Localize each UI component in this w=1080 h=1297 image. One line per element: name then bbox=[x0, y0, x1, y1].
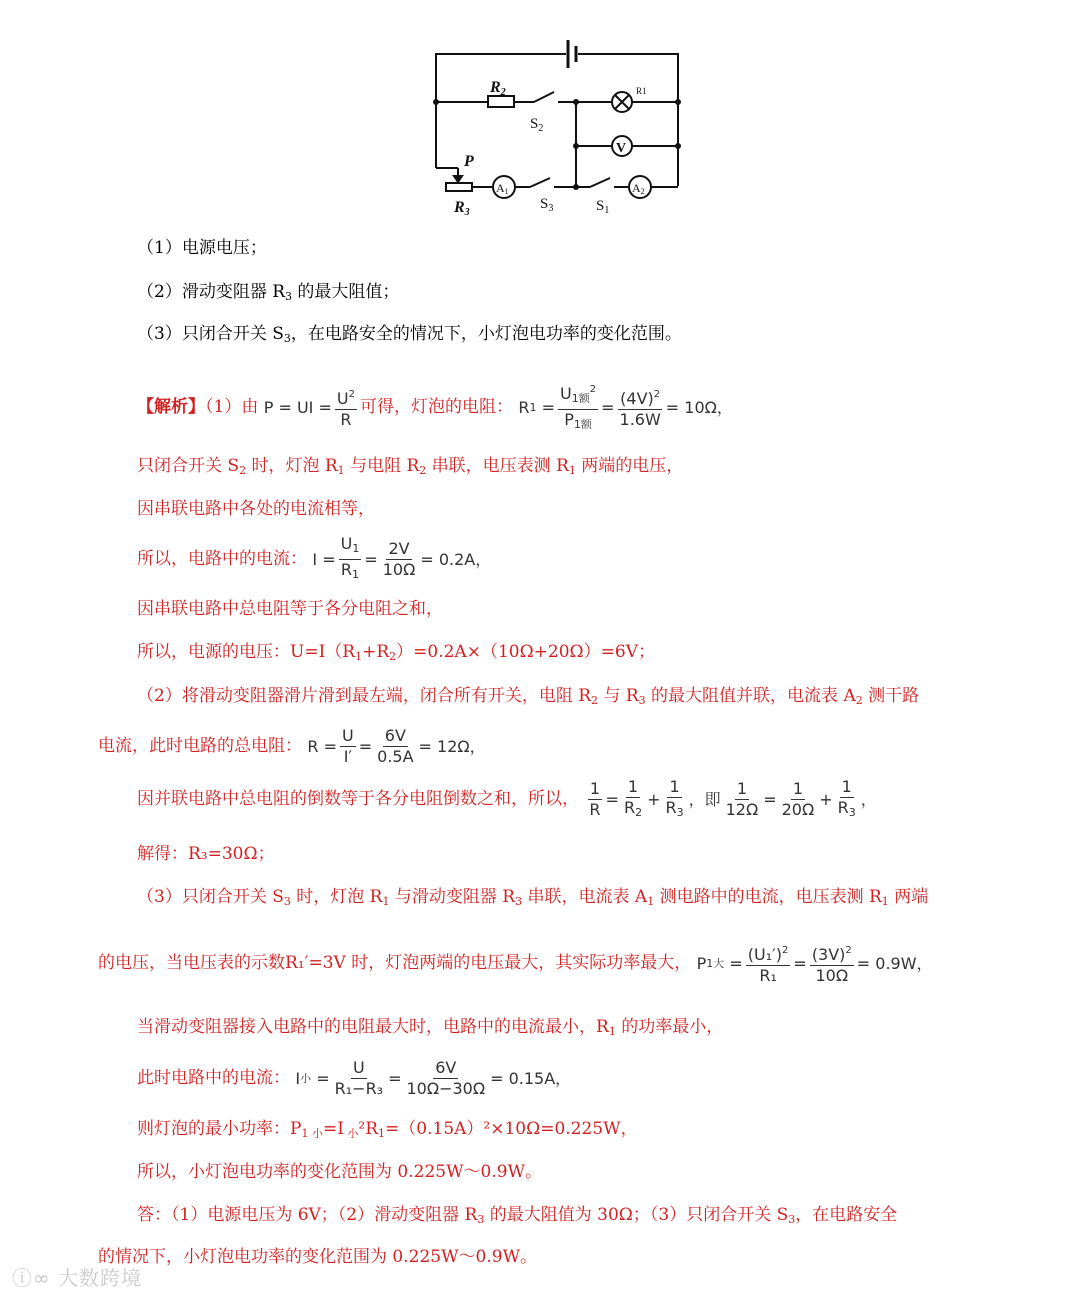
label-s2: $S_2$ bbox=[530, 116, 544, 134]
formula-r1: R 1 = $\frac{U_{1额}^2}{P_{1额}}$ = $\frac{(4V)^2}{1.6W}$ = 10Ω， bbox=[518, 380, 732, 435]
label-r2: R2 bbox=[490, 79, 506, 98]
solution-line-2: 只闭合开关 $S_2$ 时，灯泡 $R_1$ 与电阻 $R_2$ 串联，电压表测 $R_1$ 两端的电压， bbox=[137, 456, 684, 477]
label-voltmeter: V bbox=[616, 141, 627, 156]
solution-line-5: 因串联电路中总电阻等于各分电阻之和， bbox=[137, 599, 443, 619]
solution-line-10: 解得：R₃=30Ω； bbox=[137, 844, 275, 864]
solution-tag: 【解析】 bbox=[137, 397, 205, 417]
solution-line-1: 【解析】（1）由 P = UI = $\frac{U^2}{R}$ 可得，灯泡的电阻： R 1 = $\frac{U_{1额}^2}{P_{1额}}$ = $\frac{(4V)^2}{1.6W}$ = 10Ω， bbox=[137, 380, 733, 435]
label-r3: R3 bbox=[454, 199, 470, 218]
solution-line-15: 则灯泡的最小功率：$P_{1 小}=I$ $_小^2R_1=(0.15A)^2\times 10\Omega=0.225W$， bbox=[137, 1119, 638, 1140]
formula-current: I = $\frac{U_1}{R_1}$ = $\frac{2V}{10\Omega}$ = 0.2A， bbox=[312, 534, 492, 581]
question-1: （1）电源电压； bbox=[137, 238, 267, 258]
answer-line-2: 的情况下，小灯泡电功率的变化范围为 0.225W～0.9W。 bbox=[98, 1247, 538, 1267]
formula-min-current: I 小 = $\frac{U}{\text{R₁−R₃}}$ = $\frac{6V}{10\Omega-30\Omega}$ = 0.15A， bbox=[295, 1058, 572, 1098]
solution-line-3: 因串联电路中各处的电流相等， bbox=[137, 499, 375, 519]
solution-line-14: 此时电路中的电流： I 小 = $\frac{U}{\text{R₁−R₃}}$ = $\frac{6V}{10\Omega-30\Omega}$ = 0.15A， bbox=[137, 1056, 571, 1101]
question-3: （3）只闭合开关 $S_3$，在电路安全的情况下，小灯泡电功率的变化范围。 bbox=[137, 324, 682, 345]
solution-line-8: 电流，此时电路的总电阻： R = $\frac{U}{I'}$ = $\frac{6V}{0.5A}$ = 12Ω， bbox=[98, 724, 486, 769]
formula-power: P = UI = $\frac{U^2}{R}$ bbox=[264, 385, 360, 430]
solution-line-7: （2）将滑动变阻器滑片滑到最左端，闭合所有开关，电阻 $R_2$ 与 $R_3$ 的最大阻值并联，电流表 $A_2$ 测干路 bbox=[137, 686, 920, 707]
label-a2: A2 bbox=[632, 181, 645, 196]
answer-line-1: 答：（1）电源电压为 6V；（2）滑动变阻器 $R_3$ 的最大阻值为 30Ω；（3）只闭合开关 $S_3$，在电路安全 bbox=[137, 1205, 898, 1226]
label-p: P bbox=[464, 153, 474, 170]
solution-line-11: （3）只闭合开关 $S_3$ 时，灯泡 $R_1$ 与滑动变阻器 $R_3$ 串联，电流表 $A_1$ 测电路中的电流，电压表测 $R_1$ 两端 bbox=[137, 887, 929, 908]
formula-total-resistance: R = $\frac{U}{I'}$ = $\frac{6V}{0.5A}$ = 12Ω， bbox=[307, 726, 486, 766]
solution-line-12: 的电压，当电压表的示数R₁′=3V 时，灯泡两端的电压最大，其实际功率最大， P 1大 = $\frac{(U_1')^2}{\text{R₁}}$ = $\frac{(3V)^2}{10\Omega}$ = 0.9W， bbox=[98, 940, 933, 987]
watermark-logo-icon: ⓘ∞ bbox=[12, 1266, 59, 1290]
solution-line-16: 所以，小灯泡电功率的变化范围为 0.225W～0.9W。 bbox=[137, 1162, 543, 1182]
solution-line-6: 所以，电源的电压：$U=I(R_1+R_2)=0.2A\times(10\Omega+20\Omega)=6V$； bbox=[137, 642, 655, 663]
solution-line-13: 当滑动变阻器接入电路中的电阻最大时，电路中的电流最小，$R_1$ 的功率最小， bbox=[137, 1017, 724, 1038]
question-2: （2）滑动变阻器 $R_3$ 的最大阻值； bbox=[137, 282, 400, 303]
formula-max-power: P 1大 = $\frac{(U_1')^2}{\text{R₁}}$ = $\frac{(3V)^2}{10\Omega}$ = 0.9W， bbox=[697, 941, 933, 987]
circuit-diagram bbox=[420, 28, 700, 218]
watermark: ⓘ∞ 大数跨境 bbox=[12, 1266, 143, 1290]
label-s1: $S_1$ bbox=[596, 198, 610, 216]
solution-line-9: 因并联电路中总电阻的倒数等于各分电阻倒数之和，所以， $\frac{1}{R}$ = $\frac{1}{R_2}$ + $\frac{1}{R_3}$ ，即 $\frac{1}{12\Omega}$ = $\frac{1}{20\Omega}$ + $\frac{1}{R_3}$ ， bbox=[137, 776, 877, 823]
formula-parallel: $\frac{1}{R}$ = $\frac{1}{R_2}$ + $\frac{1}{R_3}$ ，即 $\frac{1}{12\Omega}$ = $\frac{1}{20\Omega}$ + $\frac{1}{R_3}$ ， bbox=[589, 776, 877, 819]
label-a1: A1 bbox=[496, 181, 509, 196]
solution-line-4: 所以，电路中的电流： I = $\frac{U_1}{R_1}$ = $\frac{2V}{10\Omega}$ = 0.2A， bbox=[137, 534, 491, 585]
label-s3: $S_3$ bbox=[540, 196, 554, 214]
label-r1: R1 bbox=[636, 86, 647, 96]
